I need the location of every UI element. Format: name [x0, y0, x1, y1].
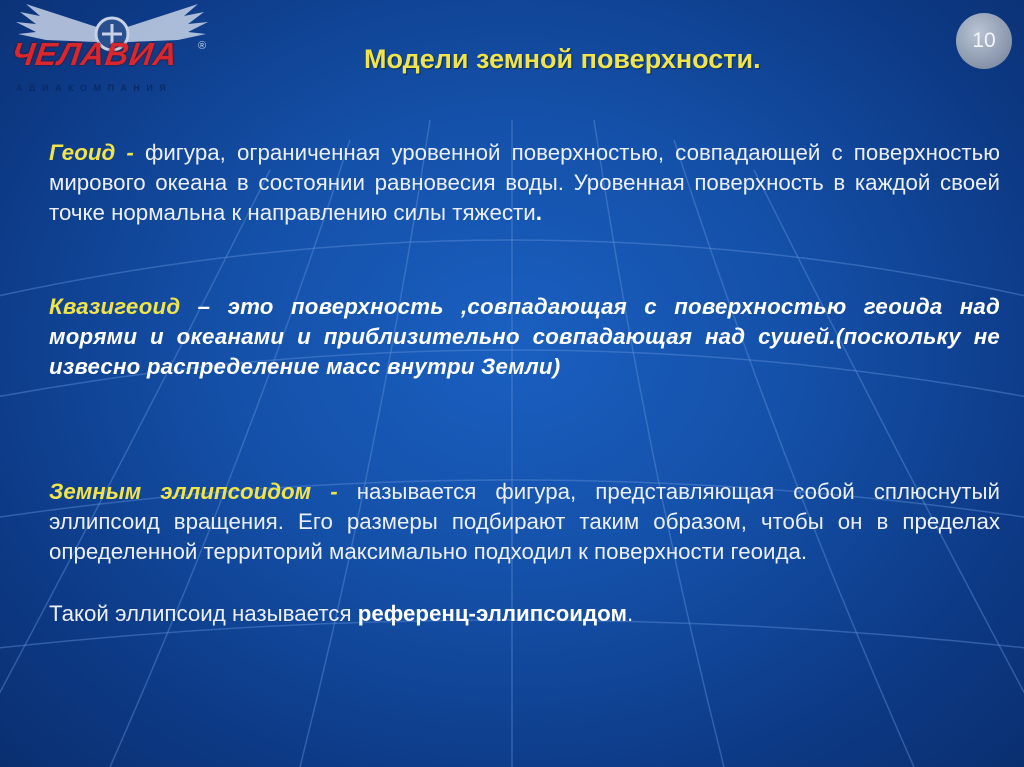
- slide-title: Модели земной поверхности.: [364, 44, 761, 74]
- quasigeoid-term: Квазигеоид: [49, 294, 181, 319]
- ellipsoid-term: Земным эллипсоидом: [49, 479, 312, 504]
- geoid-dash: -: [115, 140, 145, 165]
- slide-number-badge: 10: [956, 13, 1012, 69]
- ellipsoid-text: называется фигура, представляющая собой сплюснутый эллипсоид вращения. Его размеры подбирают таким образом, чтобы он в пределах определенной территорий максимально подходил к поверхности геоида.: [49, 479, 1000, 564]
- geoid-period: .: [535, 200, 542, 225]
- quasigeoid-definition: [49, 292, 1000, 382]
- reference-period: .: [626, 601, 634, 626]
- reference-ellipsoid-line: [49, 599, 1000, 629]
- geoid-text: фигура, ограниченная уровенной поверхностью, совпадающей с поверхностью мирового океана в состоянии равновесия воды. Уровенная поверхность в каждой своей точке нормальна к направлению силы тяжести: [49, 140, 1000, 225]
- logo-wordmark: ЧЕЛАВИА: [9, 36, 181, 72]
- quasigeoid-text: – это поверхность ,совпадающая с поверхностью геоида над морями и океанами и приблизительно совпадающая над сушей.(поскольку не извесно распределение масс внутри Земли): [49, 294, 1000, 379]
- geoid-term: Геоид: [49, 140, 116, 165]
- reference-prefix: Такой эллипсоид называется: [49, 601, 358, 626]
- logo-subtitle: АВИАКОМПАНИЯ: [16, 83, 173, 93]
- reference-term: референц-эллипсоидом: [357, 601, 627, 626]
- registered-mark: ®: [198, 40, 207, 52]
- geoid-definition: [49, 138, 1000, 228]
- ellipsoid-dash: -: [311, 479, 357, 504]
- ellipsoid-definition: [49, 477, 1000, 567]
